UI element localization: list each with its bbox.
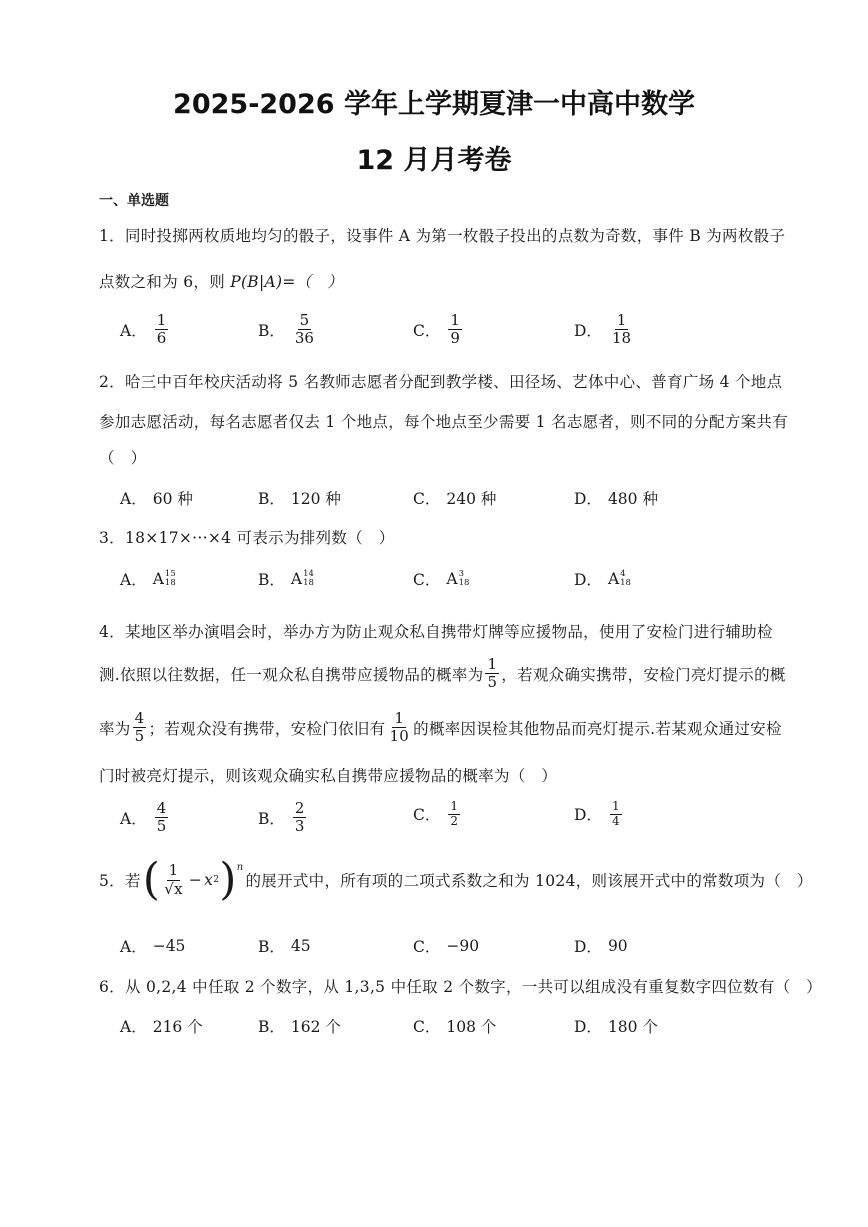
section-heading: 一、单选题 <box>99 193 169 209</box>
fraction: $\frac{1}{18}$ <box>611 311 632 348</box>
question-text-part: 点数之和为 6，则 <box>99 273 225 291</box>
question-text: 6．从 0,2,4 中任取 2 个数字，从 1,3,5 中任取 2 个数字，一共可以组成没有重复数字四位数有（ ） <box>99 978 822 996</box>
option-d: D． 480 种 <box>574 490 658 508</box>
option-a: A． $\frac{4}{5}$ <box>120 799 167 836</box>
option-c: C． A 3 18 <box>413 569 470 589</box>
option-d: D． 90 <box>574 937 628 956</box>
option-d: D． $\frac{1}{4}$ <box>574 799 620 828</box>
option-d: D． 180 个 <box>574 1018 658 1036</box>
permutation-symbol: A 3 18 <box>446 569 470 588</box>
option-a: A． 60 种 <box>120 490 193 508</box>
question-text: （ ） <box>99 449 147 467</box>
fraction: $\frac{2}{3}$ <box>294 799 305 836</box>
option-b: B． 45 <box>258 937 311 956</box>
fraction: $\frac{1}{√x}$ <box>164 861 183 898</box>
permutation-symbol: A 15 18 <box>152 569 176 588</box>
option-d: D． A 4 18 <box>574 569 631 589</box>
fraction: $\frac{1}{5}$ <box>487 655 498 692</box>
fraction: $\frac{5}{36}$ <box>294 311 314 348</box>
question-text: 门时被亮灯提示，则该观众确实私自携带应援物品的概率为（ ） <box>99 767 558 785</box>
fraction: $\frac{1}{2}$ <box>450 799 459 828</box>
exam-title: 2025-2026 学年上学期夏津一中高中数学 <box>173 89 695 120</box>
probability-expression: P(B|A)=（ ） <box>230 273 344 291</box>
exam-subtitle: 12 月月考卷 <box>356 145 512 176</box>
option-b: B． $\frac{2}{3}$ <box>258 799 305 836</box>
question-text <box>99 270 343 292</box>
permutation-symbol: A 4 18 <box>607 569 631 588</box>
option-c: C． $\frac{1}{9}$ <box>413 311 460 348</box>
question-text: 测.依照以往数据，任一观众私自携带应援物品的概率为 $\frac{1}{5}$ ，若观众确实携带，安检门亮灯提示的概 <box>99 655 786 692</box>
option-b: B． 120 种 <box>258 490 341 508</box>
option-d: D． $\frac{1}{18}$ <box>574 311 632 348</box>
binomial-expression: ( $\frac{1}{√x}$ − x 2 ) n <box>142 854 244 905</box>
option-a: A． A 15 18 <box>120 569 176 589</box>
fraction: $\frac{4}{5}$ <box>156 799 167 836</box>
option-a: A． 216 个 <box>120 1018 203 1036</box>
question-text: 率为 $\frac{4}{5}$ ；若观众没有携带，安检门依旧有 $\frac{1}{10}$ 的概率因误检其他物品而亮灯提示.若某观众通过安检 <box>99 709 782 746</box>
fraction: $\frac{1}{10}$ <box>389 709 410 746</box>
fraction: $\frac{1}{6}$ <box>156 311 167 348</box>
fraction: $\frac{1}{9}$ <box>450 311 460 348</box>
option-c: C． 240 种 <box>413 490 497 508</box>
option-b: B． $\frac{5}{36}$ <box>258 311 314 348</box>
question-text: 1．同时投掷两枚质地均匀的骰子，设事件 A 为第一枚骰子投出的点数为奇数，事件 B 为两枚骰子 <box>99 227 786 245</box>
fraction: $\frac{4}{5}$ <box>134 709 145 746</box>
question-text: 3．18×17×···×4 可表示为排列数（ ） <box>99 529 395 547</box>
option-c: C． 108 个 <box>413 1018 497 1036</box>
option-b: B． A 14 18 <box>258 569 314 589</box>
question-text: 4．某地区举办演唱会时，举办方为防止观众私自携带灯牌等应援物品，使用了安检门进行辅助检 <box>99 623 773 641</box>
permutation-symbol: A 14 18 <box>290 569 314 588</box>
question-text: 5．若 ( $\frac{1}{√x}$ − x 2 ) n 的展开式中，所有项的二项式系数之和为 1024，则该展开式中的常数项为（ ） <box>99 854 813 905</box>
option-c: C． −90 <box>413 937 480 956</box>
question-text: 2．哈三中百年校庆活动将 5 名教师志愿者分配到教学楼、田径场、艺体中心、普育广场 4 个地点 <box>99 373 783 391</box>
fraction: $\frac{1}{4}$ <box>611 799 620 828</box>
option-b: B． 162 个 <box>258 1018 341 1036</box>
question-text: 参加志愿活动，每名志愿者仅去 1 个地点，每个地点至少需要 1 名志愿者，则不同的分配方案共有 <box>99 413 789 431</box>
option-a: A． $\frac{1}{6}$ <box>120 311 167 348</box>
option-a: A． −45 <box>120 937 186 956</box>
option-c: C． $\frac{1}{2}$ <box>413 799 459 828</box>
